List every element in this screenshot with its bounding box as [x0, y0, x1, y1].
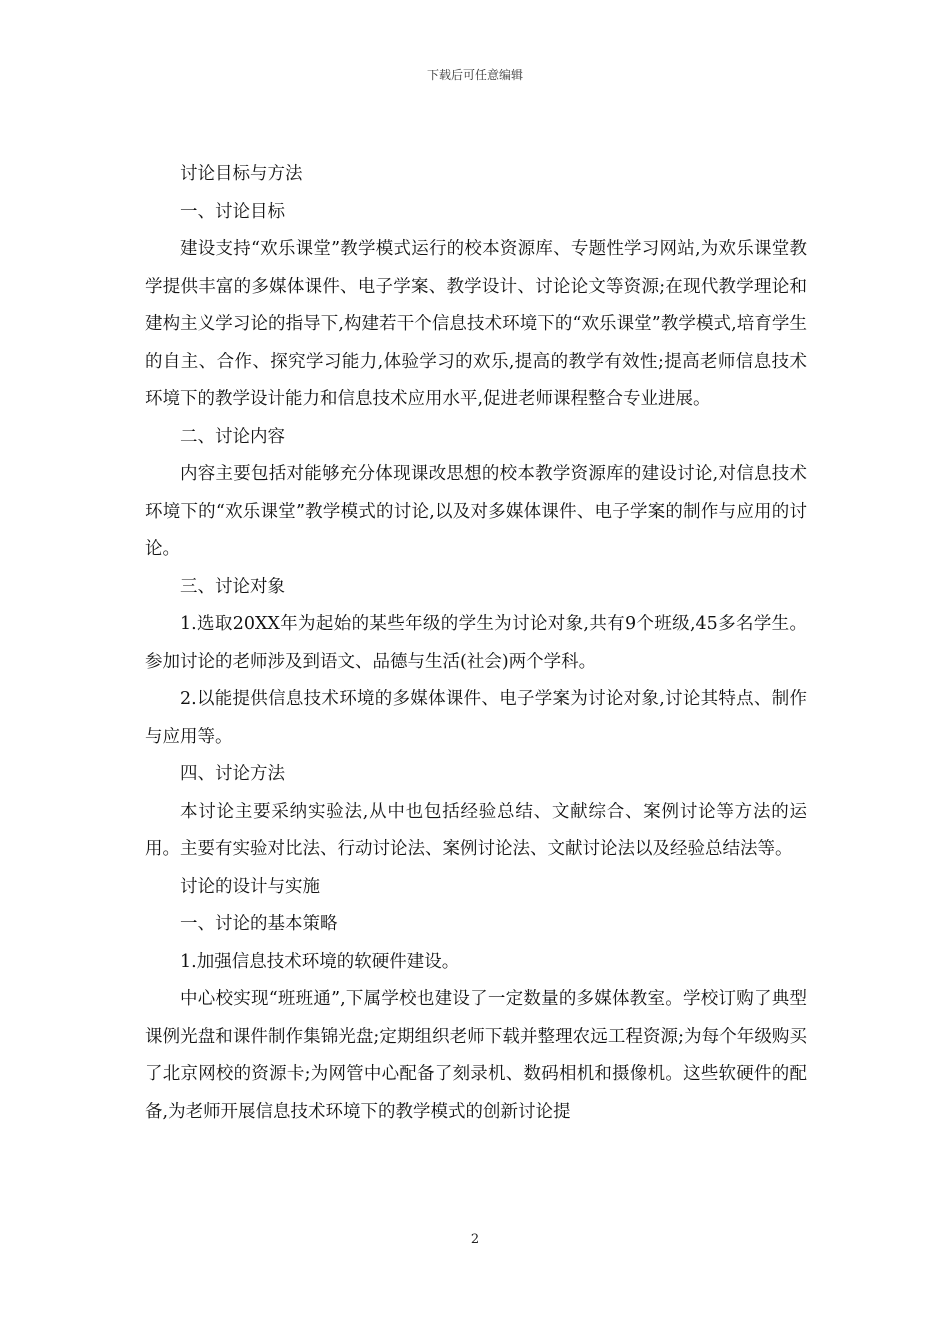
subsection-heading: 二、讨论内容 — [180, 426, 285, 447]
body-paragraph: 内容主要包括对能够充分体现课改思想的校本教学资源库的建设讨论,对信息技术环境下的“欢乐课堂”教学模式的讨论,以及对多媒体课件、电子学案的制作与应用的讨论。 — [145, 464, 807, 559]
subsection-heading: 一、讨论目标 — [180, 201, 285, 222]
subsection-heading: 四、讨论方法 — [180, 764, 285, 784]
subsection-heading: 一、讨论的基本策略 — [180, 914, 338, 934]
body-paragraph: 本讨论主要采纳实验法,从中也包括经验总结、文献综合、案例讨论等方法的运用。主要有实验对比法、行动讨论法、案例讨论法、文献讨论法以及经验总结法等。 — [145, 801, 807, 859]
body-paragraph: 1.选取20XX年为起始的某些年级的学生为讨论对象,共有9个班级,45多名学生。参加讨论的老师涉及到语文、品德与生活(社会)两个学科。 — [145, 614, 807, 672]
document-body — [145, 156, 807, 1131]
page-number: 2 — [470, 1232, 480, 1247]
section-heading: 讨论目标与方法 — [180, 164, 303, 184]
section-heading: 讨论的设计与实施 — [180, 876, 320, 897]
page-header: 下载后可任意编辑 — [426, 68, 523, 82]
list-item: 1.加强信息技术环境的软硬件建设。 — [180, 951, 460, 972]
subsection-heading: 三、讨论对象 — [180, 576, 285, 597]
body-paragraph: 建设支持“欢乐课堂”教学模式运行的校本资源库、专题性学习网站,为欢乐课堂教学提供丰富的多媒体课件、电子学案、教学设计、讨论论文等资源;在现代教学理论和建构主义学习论的指导下,构建若干个信息技术环境下的“欢乐课堂”教学模式,培育学生的自主、合作、探究学习能力,体验学习的欢乐,提高的教学有效性;提高老师信息技术环境下的教学设计能力和信息技术应用水平,促进老师课程整合专业进展。 — [145, 239, 807, 409]
body-paragraph: 中心校实现“班班通”,下属学校也建设了一定数量的多媒体教室。学校订购了典型课例光盘和课件制作集锦光盘;定期组织老师下载并整理农远工程资源;为每个年级购买了北京网校的资源卡;为网管中心配备了刻录机、数码相机和摄像机。这些软硬件的配备,为老师开展信息技术环境下的教学模式的创新讨论提 — [145, 989, 807, 1122]
body-paragraph: 2.以能提供信息技术环境的多媒体课件、电子学案为讨论对象,讨论其特点、制作与应用等。 — [145, 689, 807, 747]
